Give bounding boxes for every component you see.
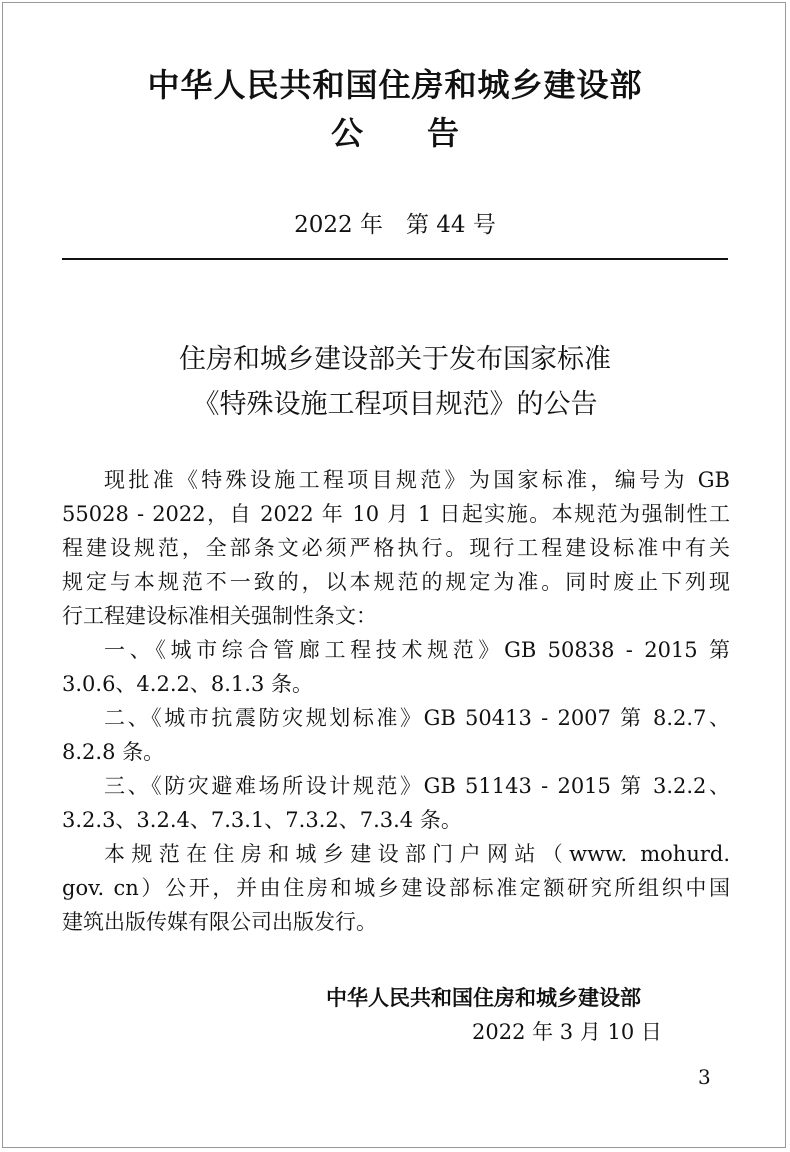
body-line: 3.2.3、3.2.4、7.3.1、7.3.2、7.3.4 条。 [62, 808, 462, 832]
body-line: 现批准《特殊设施工程项目规范》为国家标准，编号为 GB [104, 468, 730, 492]
body-line: 三、《防灾避难场所设计规范》GB 51143 - 2015 第 3.2.2、 [104, 774, 730, 798]
body-line: 二、《城市抗震防灾规划标准》GB 50413 - 2007 第 8.2.7、 [104, 706, 730, 730]
title-line-2: 《特殊设施工程项目规范》的公告 [192, 389, 598, 420]
title-line-1: 住房和城乡建设部关于发布国家标准 [179, 344, 611, 375]
body-line: 本规范在住房和城乡建设部门户网站（www. mohurd. [104, 842, 730, 866]
body-line: 规定与本规范不一致的，以本规范的规定为准。同时废止下列现 [62, 570, 730, 594]
body-line: 行工程建设标准相关强制性条文： [62, 604, 377, 628]
body-line: 一、《城市综合管廊工程技术规范》GB 50838 - 2015 第 [104, 638, 730, 662]
signature-issuer: 中华人民共和国住房和城乡建设部 [326, 985, 641, 1010]
doc-type-heading: 公 告 [330, 114, 459, 152]
header-divider [62, 258, 728, 260]
body-line: 8.2.8 条。 [62, 740, 165, 764]
body-line: 程建设规范，全部条文必须严格执行。现行工程建设标准中有关 [62, 536, 730, 560]
body-line: gov. cn）公开，并由住房和城乡建设部标准定额研究所组织中国 [62, 876, 730, 900]
body-line: 55028 - 2022，自 2022 年 10 月 1 日起实施。本规范为强制性工 [62, 502, 730, 526]
page-number: 3 [698, 1065, 711, 1089]
body-line: 建筑出版传媒有限公司出版发行。 [62, 910, 377, 934]
issuer-heading: 中华人民共和国住房和城乡建设部 [147, 66, 643, 104]
signature-date: 2022 年 3 月 10 日 [472, 1020, 662, 1044]
body-line: 3.0.6、4.2.2、8.1.3 条。 [62, 672, 313, 696]
announcement-number: 2022 年 第 44 号 [294, 212, 496, 238]
